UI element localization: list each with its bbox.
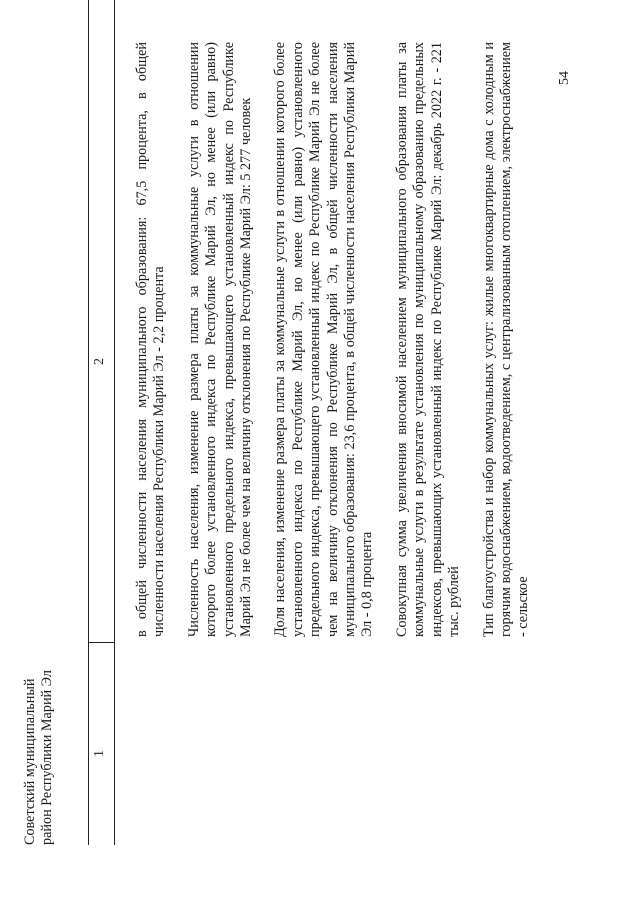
- paragraph-total-increase: Совокупная сумма увеличения вносимой населением муниципального образования платы за коммунальные услуги в результате установления по муниципальному образованию предельных индексов, превышающих установленный индекс по Республике Марий Эл: декабрь 2022 г. - 221 тыс. рублей: [393, 42, 463, 637]
- column-divider: [88, 642, 114, 643]
- header-divider: [114, 0, 115, 845]
- table-cell-content: [134, 42, 550, 637]
- column-header-2: 2: [92, 358, 107, 365]
- district-name: Советский муниципальный район Республики Марий Эл: [22, 670, 56, 845]
- paragraph-population-count: Численность населения, изменение размера платы за коммунальные услуги в отношении которого более установленного индекса по Республике Марий Эл, но менее (или равно) установленного предельного индекса, превышающего установленный индекс по Республике Марий Эл не более чем на величину отклонения по Республике Марий Эл: 5 277 человек: [185, 42, 255, 637]
- paragraph-share-total: в общей численности населения муниципального образования: 67,5 процента, в общей численности населения Республики Марий Эл - 2,2 процента: [134, 42, 168, 637]
- page-number: 54: [557, 71, 572, 85]
- paragraph-population-share: Доля населения, изменение размера платы за коммунальные услуги в отношении которого более установленного индекса по Республике Марий Эл, но менее (или равно) установленного предельного индекса, превышающего установленный индекс по Республике Марий Эл не более чем на величину отклонения по Республике Марий Эл, в общей численности населения муниципального образования: 23,6 процента, в общей численности населения Республики Марий Эл - 0,8 процента: [272, 42, 376, 637]
- column-header-1: 1: [92, 750, 107, 757]
- table-top-border: [88, 0, 89, 845]
- paragraph-utility-type: Тип благоустройства и набор коммунальных услуг: жилые многоквартирные дома с холодным и горячим водоснабжением, водоотведением, с централизованным отоплением, электроснабжением - сельское: [480, 42, 532, 637]
